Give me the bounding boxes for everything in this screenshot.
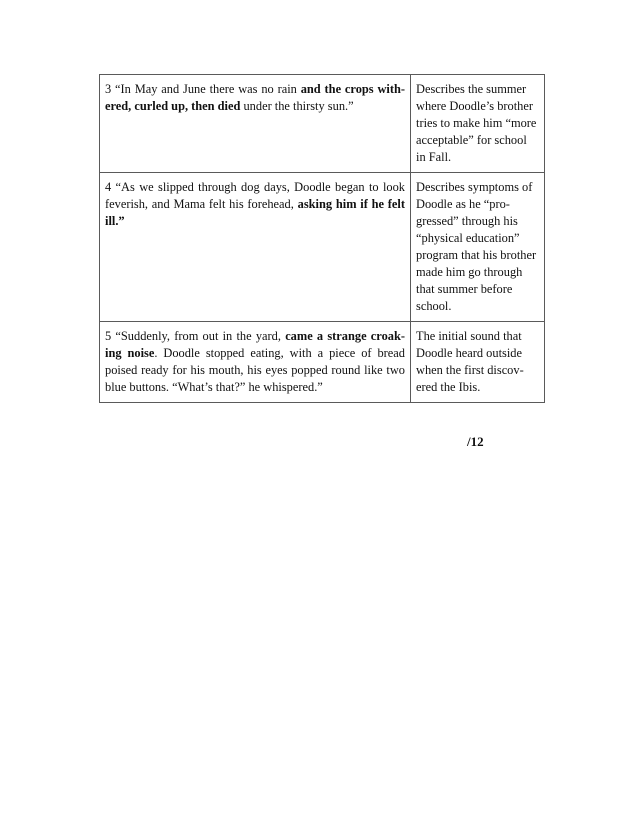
description-cell: Describes symptoms of Doodle as he “pro-gressed” through his “physical education” program that his brother made him go through that summer before school. [411, 173, 545, 322]
quote-bold-text: and the crops with-ered, curled up, then died [105, 82, 405, 113]
quote-bold-text: came a strange croak-ing noise [105, 329, 405, 360]
quote-text: . Doodle stopped eating, with a piece of bread poised ready for his mouth, his eyes popped round like two blue buttons. “What’s that?” he whispered.” [105, 346, 405, 394]
table-row [100, 322, 545, 403]
quote-text: under the thirsty sun.” [240, 99, 354, 113]
quote-cell [100, 75, 411, 173]
description-cell: Describes the summer where Doodle’s brother tries to make him “more acceptable” for school in Fall. [411, 75, 545, 173]
quote-cell [100, 322, 411, 403]
quote-cell [100, 173, 411, 322]
quote-text: 3 “In May and June there was no rain [105, 82, 301, 96]
quote-bold-text: asking him if he felt ill.” [105, 197, 406, 228]
quote-text: 5 “Suddenly, from out in the yard, [105, 329, 286, 343]
quotes-table [99, 74, 545, 403]
score-total: /12 [467, 434, 484, 449]
table-row [100, 75, 545, 173]
description-cell: The initial sound that Doodle heard outside when the first discov-ered the Ibis. [411, 322, 545, 403]
table-row [100, 173, 545, 322]
quote-text: 4 “As we slipped through dog days, Doodle began to look feverish, and Mama felt his forehead, [105, 180, 405, 211]
